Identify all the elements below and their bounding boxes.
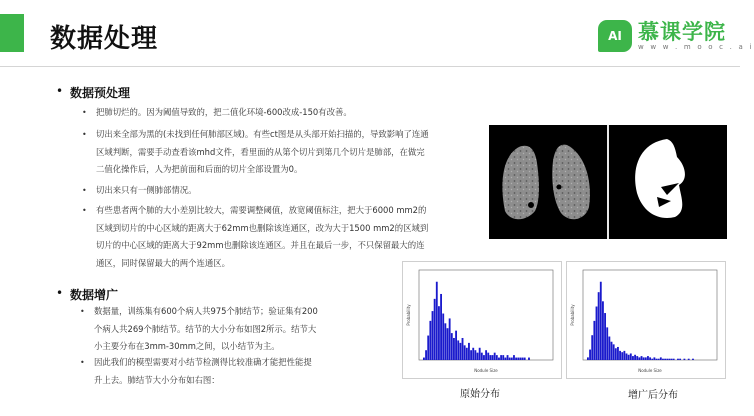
item-line: 小主要分布在3mm-30mm之间，以小结节为主。 <box>94 341 280 351</box>
histogram-bar <box>619 351 621 360</box>
item-line: 把肺切烂的。因为阈值导致的，把二值化环境-600改成-150有改善。 <box>96 107 352 117</box>
list-item <box>80 354 312 389</box>
histogram-bar <box>668 359 670 360</box>
histogram-bar <box>621 352 623 360</box>
header-divider <box>0 66 740 67</box>
histogram-bar <box>513 355 515 360</box>
bullet-dot: • <box>80 307 85 316</box>
item-line: 个病人共269个肺结节。结节的大小分布如图2所示。结节大 <box>94 323 317 334</box>
logo-url: w w w . m o o c . a i <box>638 43 754 51</box>
histogram-bar <box>464 345 466 360</box>
histogram-bar <box>485 350 487 360</box>
bullet-dot: • <box>82 206 87 215</box>
page-title: 数据处理 <box>50 24 159 54</box>
histogram-augmented <box>566 261 726 379</box>
histogram-bar <box>425 350 427 360</box>
item-line: 有些患者两个肺的大小差别比较大，需要调整阈值，放宽阈值标注，把大于6000 mm2的 <box>96 205 427 215</box>
histogram-augmented-plot <box>567 262 725 378</box>
histogram-bar <box>524 358 526 360</box>
histogram-bar <box>517 358 519 360</box>
histogram-bar <box>662 359 664 360</box>
histogram-bar <box>656 359 658 360</box>
item-line: 因此我们的模型需要对小结节检测得比较准确才能把性能提 <box>94 357 312 367</box>
histogram-bar <box>487 353 489 360</box>
histogram-bar <box>494 353 496 360</box>
histogram-bar <box>500 355 502 360</box>
x-axis-label: Nodule Size <box>638 368 662 373</box>
histogram-bar <box>641 356 643 360</box>
logo-mark: AI <box>598 20 632 52</box>
histogram-bar <box>593 321 595 360</box>
histogram-bar <box>630 353 632 360</box>
list-item <box>82 104 352 122</box>
histogram-bar <box>474 350 476 360</box>
histogram-bar <box>444 323 446 360</box>
histogram-bar <box>515 358 517 360</box>
histogram-bar <box>606 327 608 360</box>
histogram-bar <box>589 350 591 360</box>
list-item <box>82 182 197 200</box>
histogram-bar <box>602 301 604 360</box>
item-line: 区域判断，需要手动查看该mhd文件，看里面的从第个切片到第几个切片是肺部，在做完 <box>96 146 425 157</box>
histogram-bar <box>511 358 513 360</box>
histogram-bar <box>643 357 645 360</box>
histogram-bar <box>615 348 617 360</box>
bullet-dot: • <box>82 130 87 139</box>
ct-image-divider <box>607 125 609 239</box>
histogram-bar <box>449 318 451 360</box>
section-bullet: • <box>56 84 64 98</box>
histogram-bar <box>649 357 651 360</box>
histogram-bar <box>427 336 429 360</box>
histogram-bar <box>608 337 610 360</box>
histogram-bar <box>472 348 474 360</box>
histogram-bar <box>489 355 491 360</box>
histogram-bar <box>653 357 655 360</box>
y-axis-label: Probability <box>570 304 575 326</box>
histogram-bar <box>502 355 504 360</box>
histogram-original <box>402 261 562 379</box>
histogram-bar <box>479 348 481 360</box>
list-item <box>80 303 318 356</box>
histogram-bar <box>671 359 673 360</box>
histogram-bar <box>692 359 694 360</box>
histogram-bar <box>660 357 662 360</box>
item-line: 数据量，训练集有600个病人共975个肺结节；验证集有200 <box>94 306 318 316</box>
histogram-bar <box>481 353 483 360</box>
histogram-bar <box>636 356 638 360</box>
histogram-bar <box>438 306 440 360</box>
histogram-bar <box>468 343 470 360</box>
left-lung-region <box>502 146 539 219</box>
histogram-original-plot <box>403 262 561 378</box>
imooc-logo <box>598 18 754 54</box>
histogram-bar <box>679 359 681 360</box>
histogram-bar <box>496 355 498 360</box>
histogram-bar <box>688 359 690 360</box>
histogram-bar <box>483 355 485 360</box>
histogram-bar <box>658 359 660 360</box>
histogram-bar <box>613 344 615 360</box>
histogram-bar <box>462 338 464 360</box>
histogram-bar <box>598 292 600 360</box>
histogram-bar <box>423 358 425 360</box>
right-lung-region <box>552 145 590 220</box>
histogram-bar <box>632 356 634 360</box>
histogram-bar <box>507 355 509 360</box>
histogram-bar <box>666 359 668 360</box>
histogram-bar <box>651 359 653 360</box>
histogram-bar <box>522 358 524 360</box>
histogram-bar <box>436 282 438 360</box>
histogram-bar <box>634 355 636 360</box>
histogram-bar <box>617 347 619 360</box>
histogram-bar <box>453 338 455 360</box>
histogram-bar <box>623 351 625 360</box>
item-line: 切片的中心区域的距离大于92mm也删除该连通区。并且在最后一步，不只保留最大的连 <box>96 240 425 250</box>
histogram-bar <box>596 307 598 360</box>
bullet-dot: • <box>82 186 87 195</box>
section-bullet: • <box>56 286 64 300</box>
item-line: 二值化操作后，人为把前面和后面的切片全部设置为0。 <box>96 164 303 174</box>
section-title-augmentation: 数据增广 <box>70 288 119 302</box>
logo-text: 慕课学院 <box>638 20 726 44</box>
histogram-bar <box>647 356 649 360</box>
histogram-bar <box>442 314 444 360</box>
histogram-bar <box>434 299 436 360</box>
item-line: 升上去。肺结节大小分布如右图： <box>94 374 220 385</box>
item-line: 切出来全部为黑的(未找到任何肺部区域)。有些ct图是从头部开始扫描的，导致影响了连通 <box>96 129 429 139</box>
section-title-preprocess: 数据预处理 <box>70 86 131 100</box>
histogram-bar <box>451 333 453 360</box>
histogram-bar <box>673 359 675 360</box>
histogram-bar <box>457 340 459 360</box>
histogram-bar <box>677 359 679 360</box>
histogram-bar <box>611 342 613 360</box>
histogram-bar <box>600 282 602 360</box>
histogram-bar <box>587 357 589 360</box>
histogram-bar <box>626 353 628 360</box>
item-line: 区域到切片的中心区域的距离大于62mm也删除该连通区，改为大于1500 mm2的区域到 <box>96 222 429 233</box>
histogram-bar <box>638 357 640 360</box>
histogram-bar <box>498 358 500 360</box>
histogram-bar <box>440 294 442 360</box>
item-line: 通区，同时保留最大的两个连通区。 <box>96 257 230 268</box>
histogram-bar <box>645 357 647 360</box>
histogram-bar <box>664 359 666 360</box>
histogram-bar <box>492 355 494 360</box>
histogram-bar <box>504 358 506 360</box>
histogram-bar <box>519 358 521 360</box>
bullet-dot: • <box>80 358 85 367</box>
histogram-bar <box>447 328 449 360</box>
histogram-bar <box>509 358 511 360</box>
histogram-bar <box>466 348 468 360</box>
title-accent-bar <box>0 14 24 52</box>
histogram-bar <box>683 359 685 360</box>
y-axis-label: Probability <box>406 304 411 326</box>
histogram-bar <box>470 350 472 360</box>
histogram-original-caption: 原始分布 <box>460 389 500 400</box>
histogram-bar <box>591 335 593 360</box>
histogram-bar <box>604 313 606 360</box>
histogram-bar <box>432 311 434 360</box>
bullet-dot: • <box>82 108 87 117</box>
list-item <box>82 202 429 272</box>
histogram-bar <box>459 343 461 360</box>
list-item <box>82 126 429 179</box>
histogram-bar <box>429 321 431 360</box>
histogram-bar <box>455 331 457 360</box>
histogram-bar <box>528 358 530 360</box>
x-axis-label: Nodule Size <box>474 368 498 373</box>
histogram-bar <box>628 355 630 360</box>
item-line: 切出来只有一侧肺部情况。 <box>96 185 197 195</box>
histogram-bar <box>477 353 479 360</box>
histogram-augmented-caption: 增广后分布 <box>628 390 678 401</box>
